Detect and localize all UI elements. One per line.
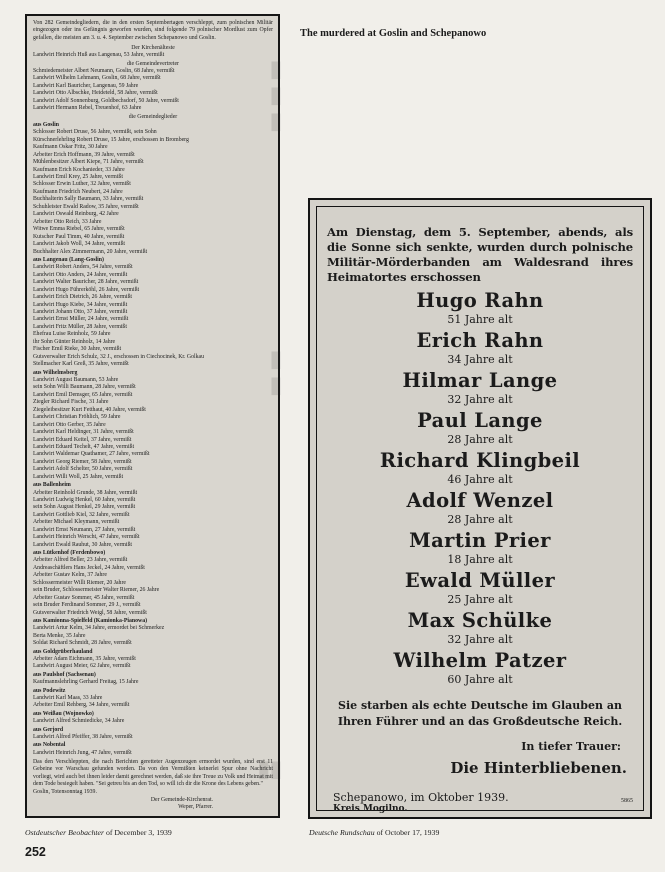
victim-age: 51 Jahre alt xyxy=(447,313,513,326)
list-item: Schuhleister Ewald Radow, 35 Jahre, vermißt xyxy=(33,203,139,210)
section-place: aus Goldgrüberhauland xyxy=(33,648,93,655)
list-item: Kaufmannslehrling Gerhard Freitag, 15 Jahre xyxy=(33,679,139,686)
victim-name: Erich Rahn xyxy=(416,329,544,352)
list-item: Landwirt Eduard Techelt, 47 Jahre, vermißt xyxy=(33,443,135,450)
list-item: Arbeiter Gustav Sommer, 45 Jahre, vermißt xyxy=(33,594,135,601)
clipping-sign-org: Der Gemeinde-Kirchenrat. xyxy=(150,796,213,803)
list-item: Landwirt Ewald Rauhut, 30 Jahre, vermißt xyxy=(33,541,133,548)
list-item: Ehefrau Luise Reinholz, 59 Jahre xyxy=(33,331,111,338)
list-item: Kürschnerlehrling Robert Druse, 15 Jahre, erschossen in Bromberg xyxy=(33,136,189,143)
death-notice xyxy=(308,198,652,819)
list-item: Landwirt Heinrich Huß aus Langenau, 53 Jahre, vermißt xyxy=(33,52,165,59)
list-item: Landwirt Jakob Woll, 34 Jahre, vermißt xyxy=(33,241,125,248)
list-item: Arbeiter Otto Reich, 33 Jahre xyxy=(33,218,102,225)
list-item: Buchhalter Alex Zimmermann, 20 Jahre, vermißt xyxy=(33,248,148,255)
victim-age: 18 Jahre alt xyxy=(447,553,513,566)
list-item: Gutsverwalter Erich Schulz, 32 J., erschossen in Ciechocinek, Kr. Golkau xyxy=(33,353,204,360)
bleed-through-shade: ▮▮ xyxy=(257,756,282,781)
section-place: aus Paulshof (Sachsenau) xyxy=(33,671,96,678)
list-item: Landwirt Eduard Keitel, 37 Jahre, vermißt xyxy=(33,436,132,443)
list-item: Landwirt Johann Otto, 37 Jahre, vermißt xyxy=(33,308,128,315)
list-item: Landwirt Karl Bauricher, Langenau, 59 Jahre xyxy=(33,82,139,89)
list-item: Berta Menke, 35 Jahre xyxy=(33,632,86,639)
notice-place-date: Schepanowo, im Oktober 1939. xyxy=(333,791,509,804)
list-item: Landwirt Alfred Schmiedicke, 34 Jahre xyxy=(33,718,125,725)
section-place: aus Podewitz xyxy=(33,687,66,694)
list-item: Landwirt Alfred Pfeiffer, 38 Jahre, vermißt xyxy=(33,733,133,740)
list-item: sein Sohn Willi Baumann, 28 Jahre, vermißt xyxy=(33,384,136,391)
list-item: Landwirt Hugo Kiebe, 34 Jahre, vermißt xyxy=(33,301,128,308)
victim-entry xyxy=(327,610,633,648)
clipping-closing: Das den Verschleppten, die nach Berichten geretteter Augenzeugen ermordet wurden, sind erst 11 Gebeine vor Warschau gefunden worden. Da von den Vermißten keinerlei Spur ohne Nachricht vorliegt, wird auch bei ihnen leider damit gerechnet werden, daß sie ihre Treue zu Volk und Heimat mit dem Tode besiegelt haben. "Sei getreu bis an den Tod, so will ich dir die Krone des Lebens geben." xyxy=(33,759,273,788)
death-notice-inner-border xyxy=(316,206,644,814)
section-place: aus Weißau (Wojnowko) xyxy=(33,710,94,717)
list-item: sein Sohn August Henkel, 29 Jahre, vermißt xyxy=(33,504,136,511)
caption-left-date: of December 3, 1939 xyxy=(105,828,172,837)
victim-name: Hugo Rahn xyxy=(416,289,544,312)
victim-name: Martin Prier xyxy=(409,529,551,552)
victim-age: 34 Jahre alt xyxy=(447,353,513,366)
list-item: Landwirt Heinrich Werscht, 47 Jahre, vermißt xyxy=(33,534,140,541)
section-place: aus Gerjord xyxy=(33,726,64,733)
caption-right-date: of October 17, 1939 xyxy=(376,828,440,837)
list-item: Landwirt Otto Albschke, Heideteld, 58 Jahre, vermißt xyxy=(33,90,158,97)
list-item: Landwirt Ernst Neumann, 27 Jahre, vermißt xyxy=(33,526,136,533)
list-item: Arbeiter Emil Rehberg, 34 Jahre, vermißt xyxy=(33,702,130,709)
list-item: Ziegeleibesitzer Kurt Fetthaut, 40 Jahre, vermißt xyxy=(33,406,146,413)
list-item: Kaufmann Oskar Fritz, 30 Jahre xyxy=(33,144,108,151)
victim-name: Richard Klingbeil xyxy=(379,449,581,472)
list-item: Ziegler Richard Fische, 31 Jahre xyxy=(33,399,109,406)
victim-entry xyxy=(327,410,633,448)
list-item: Schlossermeister Willi Riemer, 20 Jahre xyxy=(33,579,126,586)
notice-intro: Am Dienstag, dem 5. September, abends, als die Sonne sich senkte, wurden durch polnische Militär-Mörderbanden am Waldesrand ihres Heimatortes erschossen xyxy=(327,225,633,284)
list-item: Mühlenbesitzer Albert Kiepe, 71 Jahre, vermißt xyxy=(33,159,144,166)
victim-age: 28 Jahre alt xyxy=(447,513,513,526)
list-item: Landwirt Ernst Müller, 24 Jahre, vermißt xyxy=(33,316,129,323)
section-place: aus Langenau (Lang-Goslin) xyxy=(33,256,104,263)
left-newspaper-clipping xyxy=(25,14,280,818)
list-item: Schmiedemeister Albert Neumann, Goslin, 68 Jahre, vermißt xyxy=(33,67,175,74)
victim-age: 25 Jahre alt xyxy=(447,593,513,606)
notice-bereaved: Die Hinterbliebenen. xyxy=(450,759,627,777)
victim-age: 60 Jahre alt xyxy=(447,673,513,686)
caption-left-paper: Ostdeutscher Beobachter xyxy=(25,828,105,837)
list-item: Landwirt Christian Fröhlich, 59 Jahre xyxy=(33,414,121,421)
list-item: Arbeiter Alfred Beller, 23 Jahre, vermißt xyxy=(33,557,128,564)
notice-code: 5865 xyxy=(621,798,633,804)
list-item: Landwirt Waldemar Quathamer, 27 Jahre, vermißt xyxy=(33,451,150,458)
victim-entry xyxy=(327,450,633,488)
victim-age: 28 Jahre alt xyxy=(447,433,513,446)
list-item: Landwirt Gottlieb Kiel, 32 Jahre, vermißt xyxy=(33,511,130,518)
victim-age: 32 Jahre alt xyxy=(447,633,513,646)
bleed-through-shade: ▮ ▮ xyxy=(269,346,282,397)
list-item: Gutsverwalter Friedrich Weigl, 58 Jahre, vermißt xyxy=(33,609,147,616)
group-label: Der Kirchenälteste xyxy=(131,44,175,51)
list-item: Landwirt Hermann Rebel, Treuenhof, 63 Jahre xyxy=(33,105,142,112)
list-item: Landwirt Emil Demsger, 65 Jahre, vermißt xyxy=(33,391,133,398)
list-item: Landwirt Willi Woll, 25 Jahre, vermißt xyxy=(33,473,124,480)
list-item: Kutscher Paul Timm, 40 Jahre, vermißt xyxy=(33,233,125,240)
notice-closing: Sie starben als echte Deutsche im Glauben an Ihren Führer und an das Großdeutsche Reich. xyxy=(337,699,623,728)
list-item: Landwirt Adolf Sonnenburg, Goldbechsdorf, 50 Jahre, vermißt xyxy=(33,97,179,104)
page-heading: The murdered at Goslin and Schepanowo xyxy=(300,28,487,39)
list-item: Landwirt Walter Bauricher, 28 Jahre, vermißt xyxy=(33,279,139,286)
victim-age: 32 Jahre alt xyxy=(447,393,513,406)
caption-right xyxy=(309,828,439,837)
group-label: die Gemeindeglieder xyxy=(128,113,178,120)
clipping-sign-name: Weper, Pfarrer. xyxy=(178,803,213,810)
list-item: Arbeiter Reinhold Grunde, 38 Jahre, vermißt xyxy=(33,489,138,496)
notice-mourning: In tiefer Trauer: xyxy=(521,740,621,753)
list-item: Arbeiter Erich Hoffmann, 39 Jahre, vermißt xyxy=(33,151,135,158)
clipping-sign-place: Goslin, Totensonntag 1939. xyxy=(33,789,97,796)
list-item: Landwirt Erich Dietrich, 26 Jahre, vermißt xyxy=(33,294,132,301)
list-item: Landwirt Oswald Reinburg, 42 Jahre xyxy=(33,211,119,218)
list-item: Landwirt August Meier, 62 Jahre, vermißt xyxy=(33,663,131,670)
list-item: Stellmacher Karl Greß, 35 Jahre, vermißt xyxy=(33,361,129,368)
bleed-through-shade: ▮ ▮ ▮ xyxy=(269,56,282,133)
section-place: aus Ballenheim xyxy=(33,482,71,489)
victim-name: Ewald Müller xyxy=(404,569,556,592)
list-item: Witwe Emma Riebel, 65 Jahre, vermißt xyxy=(33,226,125,233)
victim-entry xyxy=(327,570,633,608)
victim-entry xyxy=(327,370,633,408)
list-item: Arbeiter Michael Kleymann, vermißt xyxy=(33,519,120,526)
victim-list xyxy=(327,290,633,688)
victim-name: Hilmar Lange xyxy=(402,369,558,392)
list-item: Arbeiter Gustav Kelm, 37 Jahre xyxy=(33,572,107,579)
list-item: Fischer Emil Rieke, 30 Jahre, vermißt xyxy=(33,346,122,353)
victim-entry xyxy=(327,330,633,368)
list-item: Kaufmann Erich Kochanieder, 33 Jahre xyxy=(33,166,125,173)
list-item: Landwirt Adolf Schelter, 50 Jahre, vermißt xyxy=(33,466,133,473)
list-item: Landwirt Karl Maas, 33 Jahre xyxy=(33,694,103,701)
list-item: Landwirt Robert Anders, 54 Jahre, vermißt xyxy=(33,264,133,271)
page-number: 252 xyxy=(25,845,46,859)
victim-name: Wilhelm Patzer xyxy=(393,649,567,672)
list-item: Landwirt Heinrich Jung, 47 Jahre, vermißt xyxy=(33,749,132,756)
victim-entry xyxy=(327,290,633,328)
victim-entry xyxy=(327,490,633,528)
list-item: Landwirt Georg Riemer, 58 Jahre, vermißt xyxy=(33,458,132,465)
victim-age: 46 Jahre alt xyxy=(447,473,513,486)
list-item: Kaufmann Friedrich Neubert, 24 Jahre xyxy=(33,188,123,195)
victim-name: Max Schülke xyxy=(407,609,553,632)
section-place: aus Nobental xyxy=(33,742,66,749)
list-item: ihr Sohn Günter Reinholz, 14 Jahre xyxy=(33,338,116,345)
list-item: sein Bruder Ferdinand Sommer, 29 J., vermißt xyxy=(33,602,141,609)
caption-right-paper: Deutsche Rundschau xyxy=(309,828,375,837)
section-place: aus Lütkenhof (Ferdenbowo) xyxy=(33,550,106,557)
victim-entry xyxy=(327,650,633,688)
list-item: Landwirt Hugo Führerköhl, 26 Jahre, vermißt xyxy=(33,286,140,293)
list-item: Buchhalterin Sally Baumann, 33 Jahre, vermißt xyxy=(33,196,144,203)
list-item: Landwirt Wilhelm Lehmann, Goslin, 68 Jahre, vermißt xyxy=(33,75,161,82)
list-item: Schlosser Erwin Luther, 32 Jahre, vermißt xyxy=(33,181,131,188)
section-place: aus Goslin xyxy=(33,121,59,128)
group-label: die Gemeindevertreter xyxy=(127,60,179,67)
caption-left xyxy=(25,828,172,837)
list-item: sein Bruder, Schlossermeister Walter Riemer, 26 Jahre xyxy=(33,587,160,594)
list-item: Landwirt Otto Anders, 24 Jahre, vermißt xyxy=(33,271,128,278)
list-item: Schlosser Robert Druse, 56 Jahre, vermißt, sein Sohn xyxy=(33,129,157,136)
list-item: Andreaschäftlers Hans Jeckel, 24 Jahre, vermißt xyxy=(33,564,145,571)
list-item: Landwirt Ludwig Henkel, 60 Jahre, vermißt xyxy=(33,496,136,503)
list-item: Landwirt Fritz Müller, 28 Jahre, vermißt xyxy=(33,323,127,330)
victim-entry xyxy=(327,530,633,568)
section-list xyxy=(33,122,273,757)
section-place: aus Kamionna-Spielfeld (Kamionka-Pianowa) xyxy=(33,618,148,625)
victim-name: Paul Lange xyxy=(417,409,543,432)
list-item: Landwirt Otto Gerber, 35 Jahre xyxy=(33,421,106,428)
list-item: Landwirt Artur Kelm, 34 Jahre, ermordet bei Schmerkez xyxy=(33,625,165,632)
clipping-intro: Von 282 Gemeindegliedern, die in den ersten Septembertagen verschleppt, zum polnischen Militär eingezogen oder ins Gefängnis geworfen wurden, sind folgende 79 polnischer Mordlust zum Opfer gefallen, die meisten am 3. u. 4. September zwischen Schepanowo und Goslin. xyxy=(33,20,273,41)
list-item: Arbeiter Adam Eichmann, 35 Jahre, vermißt xyxy=(33,656,136,663)
list-item: Landwirt Emil Krey, 25 Jahre, vermißt xyxy=(33,173,123,180)
list-item: Landwirt Karl Heldinger, 31 Jahre, vermißt xyxy=(33,429,134,436)
notice-district: Kreis Mogilno. xyxy=(333,804,408,814)
victim-name: Adolf Wenzel xyxy=(406,489,554,512)
list-item: Landwirt August Baumann, 53 Jahre xyxy=(33,376,119,383)
section-place: aus Wilhelmsberg xyxy=(33,369,78,376)
group-list xyxy=(33,45,273,121)
list-item: Soldat Richard Schmidt, 28 Jahre, vermißt xyxy=(33,640,132,647)
